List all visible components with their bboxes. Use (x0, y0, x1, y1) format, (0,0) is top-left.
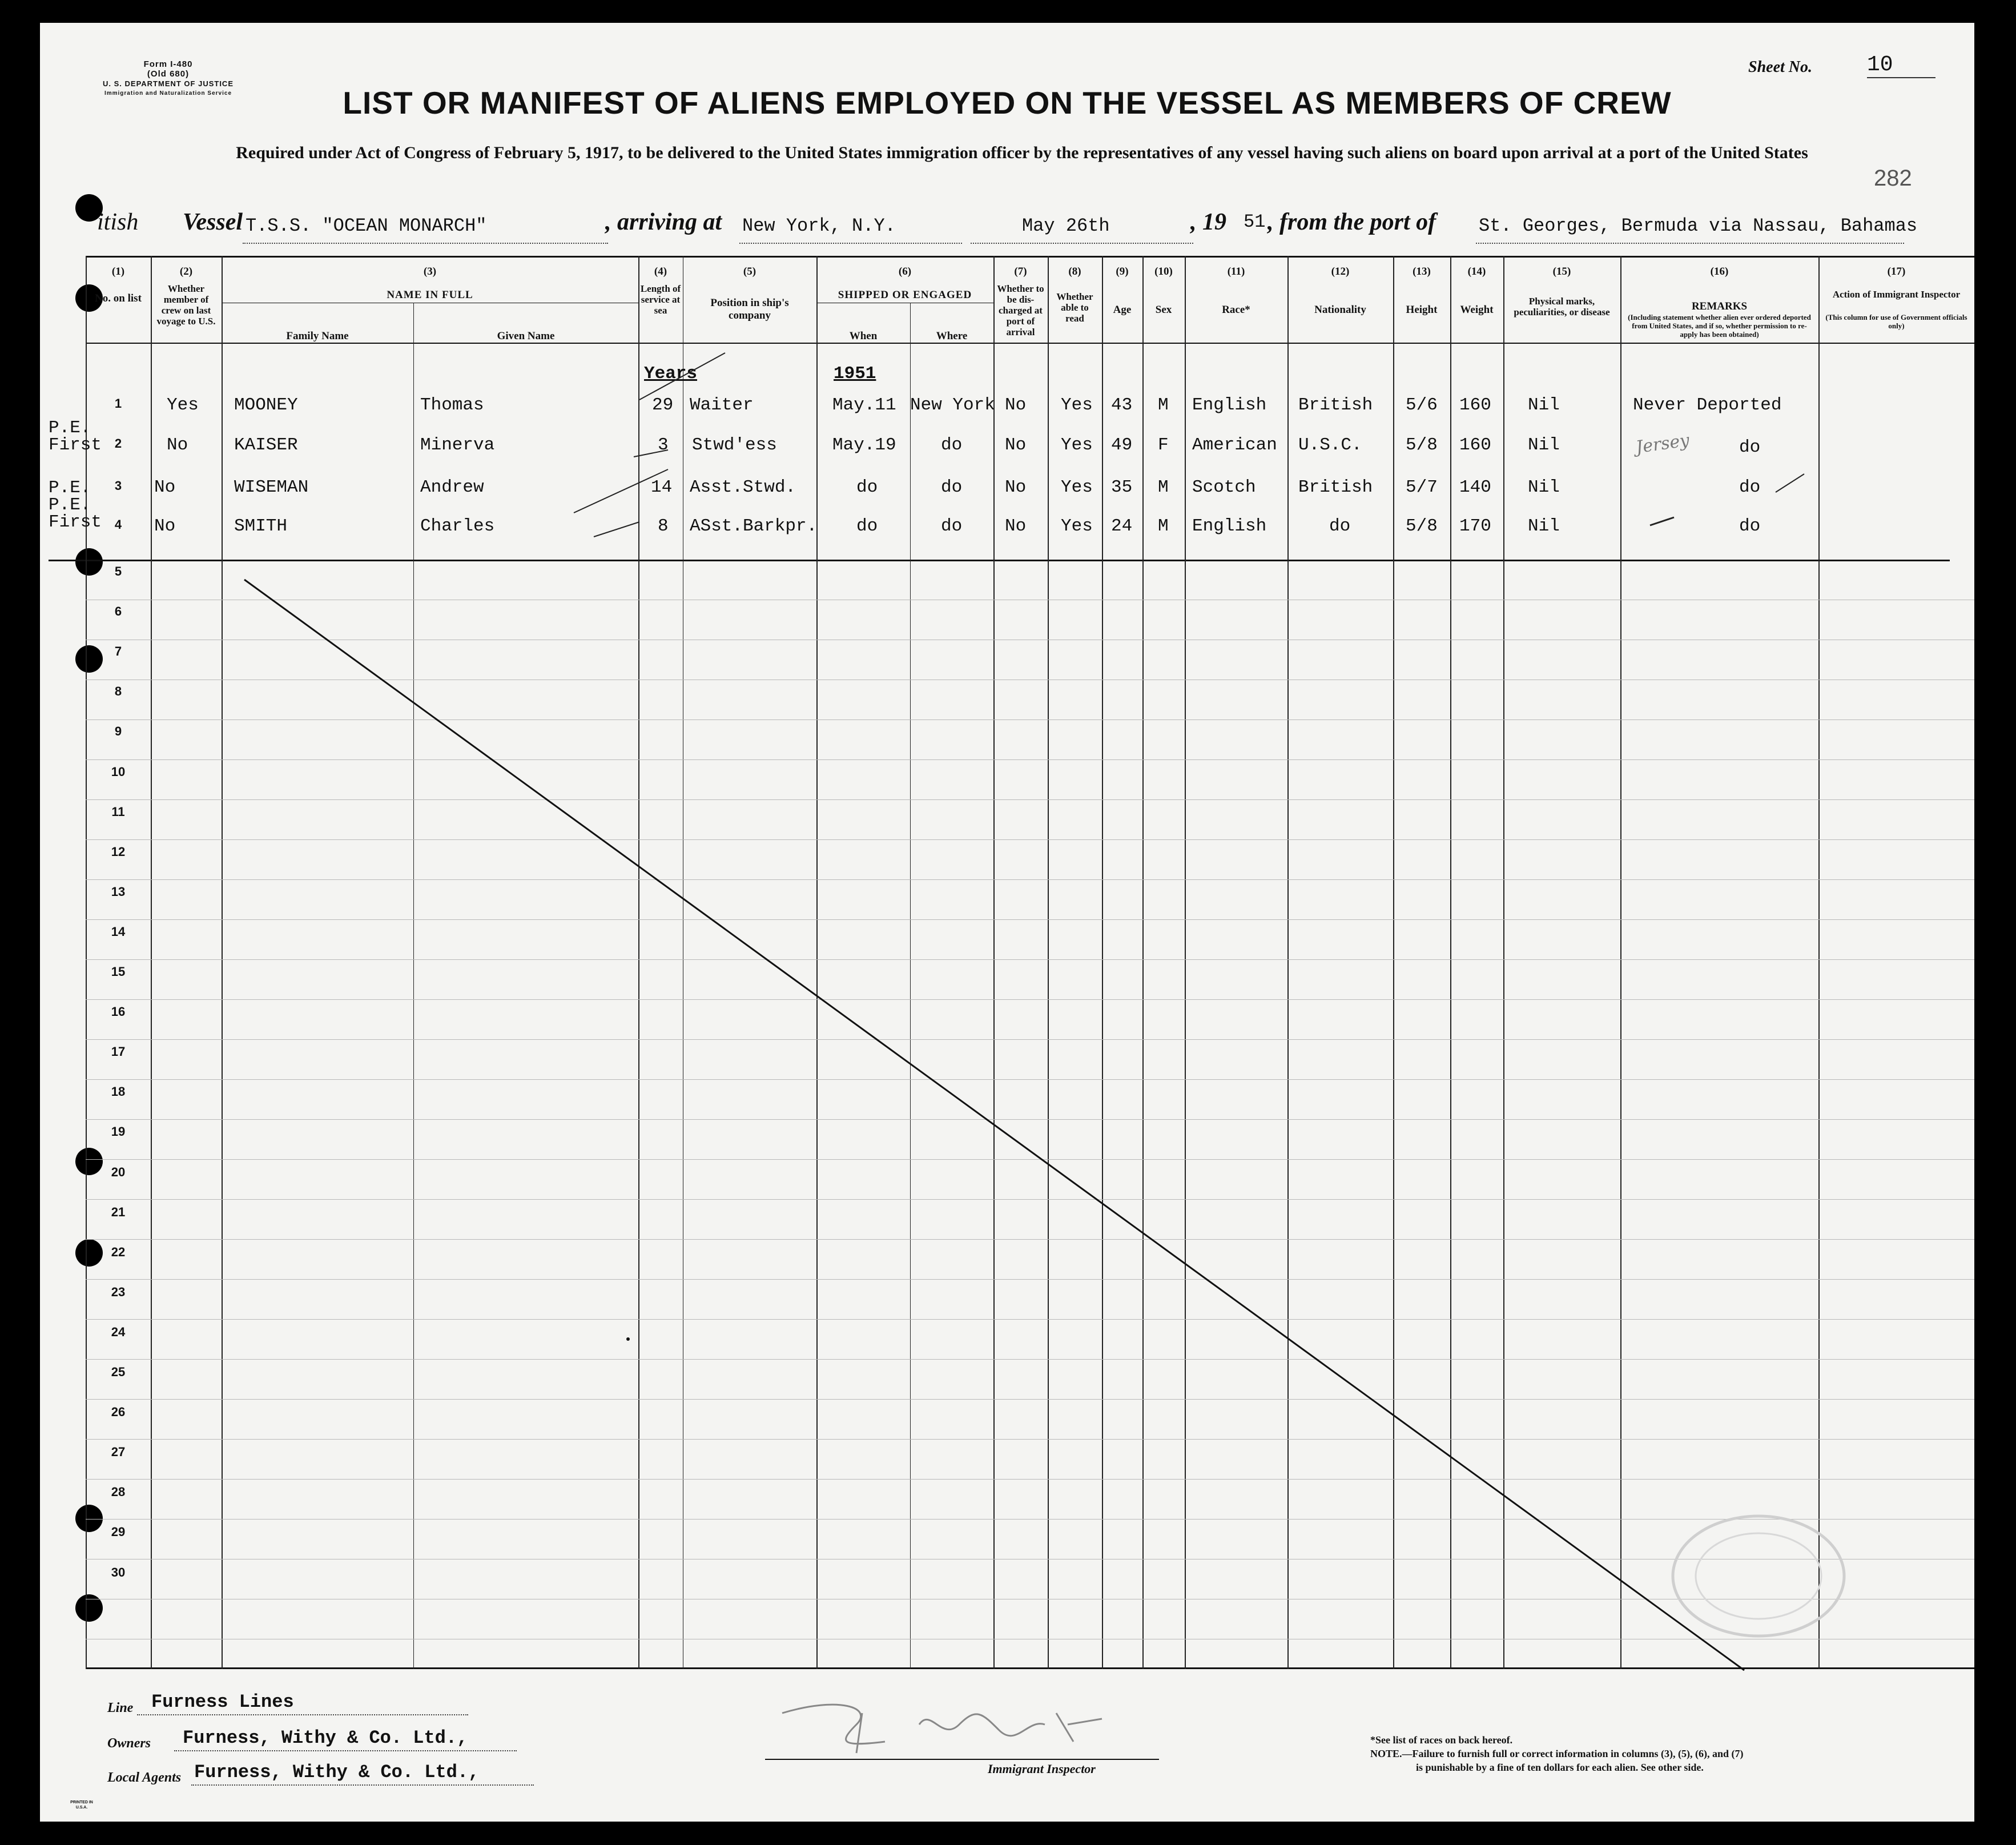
nationality: U.S.C. (1298, 435, 1362, 455)
shipped-where: New York (910, 395, 995, 415)
printed-mark: PRINTED IN U.S.A. (70, 1800, 93, 1810)
discharge: No (1005, 477, 1027, 497)
col6-header: SHIPPED OR ENGAGED (838, 289, 972, 301)
col3-header: NAME IN FULL (387, 289, 473, 301)
shipped-when: do (856, 516, 878, 536)
row-number: 9 (114, 724, 122, 738)
year-subhead: 1951 (834, 364, 876, 384)
row-number: 16 (111, 1004, 126, 1019)
remarks: do (1739, 437, 1761, 457)
prev-voyage: No (154, 477, 176, 497)
row-number: 2 (114, 436, 122, 451)
manifest-sheet (40, 23, 1974, 1822)
row-number: 22 (111, 1245, 126, 1259)
col6-when-header: When (849, 330, 878, 342)
age: 43 (1111, 395, 1133, 415)
row-number: 24 (111, 1325, 126, 1339)
shipped-when: do (856, 477, 878, 497)
from-label: , from the port of (1267, 209, 1436, 235)
given-name: Minerva (420, 435, 495, 455)
row-number: 5 (114, 564, 122, 578)
shipped-where: do (941, 477, 963, 497)
arriving-port: New York, N.Y. (742, 215, 896, 236)
col2-number: (2) (179, 266, 193, 278)
vessel-label: Vessel (183, 209, 243, 235)
col3-given-header: Given Name (497, 330, 555, 342)
physical-marks: Nil (1528, 477, 1560, 497)
margin-note: First (49, 435, 102, 455)
department-name: U. S. DEPARTMENT OF JUSTICE (103, 79, 234, 88)
position: ASst.Barkpr. (690, 516, 818, 536)
able-to-read: Yes (1061, 477, 1093, 497)
race: American (1192, 435, 1277, 455)
shipped-when: May.11 (832, 395, 896, 415)
row-number: 21 (111, 1205, 126, 1219)
sex: M (1158, 477, 1169, 497)
col3-number: (3) (423, 266, 437, 278)
col11-header: Race* (1222, 304, 1250, 316)
row-number: 13 (111, 885, 126, 899)
shipped-when: May.19 (832, 435, 896, 455)
row-number: 10 (111, 765, 126, 779)
col16-number: (16) (1710, 266, 1729, 278)
col4-number: (4) (654, 266, 667, 278)
nationality: do (1329, 516, 1351, 536)
height: 5/7 (1406, 477, 1438, 497)
prev-voyage: Yes (167, 395, 199, 415)
row-number: 6 (114, 604, 122, 618)
year-prefix: , 19 (1190, 209, 1226, 235)
col10-number: (10) (1154, 266, 1173, 278)
col5-header: Position in ship's company (710, 297, 789, 321)
owners-label: Owners (107, 1736, 151, 1751)
row-number: 3 (114, 479, 122, 493)
col2-header: Whether member of crew on last voyage to U.S. (156, 283, 216, 327)
row-number: 29 (111, 1525, 126, 1539)
discharge: No (1005, 516, 1027, 536)
row-number: 27 (111, 1445, 126, 1459)
sex: F (1158, 435, 1169, 455)
races-note: *See list of races on back hereof. (1370, 1734, 1513, 1746)
inspector-signature (771, 1690, 1125, 1759)
col14-header: Weight (1460, 304, 1494, 316)
col14-number: (14) (1467, 266, 1486, 278)
discharge: No (1005, 435, 1027, 455)
row-number: 30 (111, 1565, 126, 1579)
weight: 140 (1459, 477, 1491, 497)
col17-number: (17) (1887, 266, 1906, 278)
sheet-label: Sheet No. (1748, 58, 1812, 76)
col6-where-header: Where (936, 330, 968, 342)
able-to-read: Yes (1061, 395, 1093, 415)
col8-number: (8) (1068, 266, 1081, 278)
family-name: SMITH (234, 516, 288, 536)
from-port: St. Georges, Bermuda via Nassau, Bahamas (1479, 215, 1918, 236)
row-number: 14 (111, 924, 126, 939)
row-number: 11 (111, 805, 125, 819)
physical-marks: Nil (1528, 395, 1560, 415)
col12-number: (12) (1331, 266, 1350, 278)
weight: 160 (1459, 435, 1491, 455)
col7-header: Whether to be dis-charged at port of arrival (997, 283, 1044, 337)
service-years: 29 (652, 395, 674, 415)
col9-number: (9) (1116, 266, 1129, 278)
handwritten-note: Jersey (1635, 430, 1691, 458)
stamp-number: 282 (1874, 166, 1912, 191)
col13-header: Height (1406, 304, 1438, 316)
penalty-note: NOTE.—Failure to furnish full or correct information in columns (3), (5), (6), and (7) (1370, 1748, 1744, 1759)
col17-subheader: (This column for use of Government officials only) (1825, 313, 1967, 330)
shipped-where: do (941, 516, 963, 536)
age: 35 (1111, 477, 1133, 497)
col1-number: (1) (111, 266, 125, 278)
col3-family-header: Family Name (286, 330, 349, 342)
col8-header: Whether able to read (1056, 291, 1093, 324)
row-number: 25 (111, 1365, 126, 1379)
line-value: Furness Lines (151, 1691, 294, 1713)
col4-header: Length of service at sea (640, 283, 681, 316)
prev-voyage: No (167, 435, 188, 455)
height: 5/8 (1406, 435, 1438, 455)
service-name: Immigration and Naturalization Service (104, 90, 232, 97)
discharge: No (1005, 395, 1027, 415)
col15-number: (15) (1552, 266, 1571, 278)
col11-number: (11) (1227, 266, 1245, 278)
row-number: 26 (111, 1405, 126, 1419)
years-subhead: Years (644, 364, 698, 384)
race: English (1192, 395, 1267, 415)
local-agents-label: Local Agents (107, 1770, 182, 1785)
margin-note: First (49, 512, 102, 532)
col9-header: Age (1113, 304, 1132, 316)
service-years: 8 (658, 516, 669, 536)
penalty-note-cont: is punishable by a fine of ten dollars for each alien. See other side. (1416, 1762, 1704, 1773)
row-number: 15 (111, 964, 126, 979)
physical-marks: Nil (1528, 516, 1560, 536)
remarks: Never Deported (1633, 395, 1782, 415)
position: Stwd'ess (692, 435, 777, 455)
remarks: do (1739, 516, 1761, 536)
page-title: LIST OR MANIFEST OF ALIENS EMPLOYED ON THE VESSEL AS MEMBERS OF CREW (343, 85, 1672, 120)
race: English (1192, 516, 1267, 536)
given-name: Charles (420, 516, 495, 536)
row-number: 4 (114, 517, 122, 532)
sex: M (1158, 395, 1169, 415)
row-number: 7 (114, 644, 122, 658)
col16-subheader: (Including statement whether alien ever ordered deported from United States, and if so, whether permission to re-apply has been obtained) (1628, 313, 1811, 339)
height: 5/6 (1406, 395, 1438, 415)
vessel-flag: itish (97, 209, 139, 235)
col5-number: (5) (743, 266, 756, 278)
given-name: Andrew (420, 477, 484, 497)
inspector-label: Immigrant Inspector (988, 1762, 1096, 1776)
family-name: MOONEY (234, 395, 298, 415)
local-agents-value: Furness, Withy & Co. Ltd., (194, 1762, 480, 1783)
row-number: 20 (111, 1165, 126, 1179)
col12-header: Nationality (1314, 304, 1366, 316)
margin-note: P.E. (49, 478, 91, 498)
weight: 160 (1459, 395, 1491, 415)
height: 5/8 (1406, 516, 1438, 536)
col15-header: Physical marks, peculiarities, or disease (1514, 296, 1610, 317)
family-name: WISEMAN (234, 477, 309, 497)
arriving-label: , arriving at (605, 209, 722, 235)
service-years: 3 (658, 435, 669, 455)
family-name: KAISER (234, 435, 298, 455)
given-name: Thomas (420, 395, 484, 415)
year-suffix: 51 (1244, 211, 1266, 232)
row-number: 19 (111, 1124, 126, 1139)
form-number: Form I-480 (143, 59, 193, 69)
owners-value: Furness, Withy & Co. Ltd., (183, 1727, 468, 1748)
row-number: 8 (114, 684, 122, 698)
col17-header: Action of Immigrant Inspector (1832, 289, 1961, 300)
page-subtitle: Required under Act of Congress of February 5, 1917, to be delivered to the United States immigration officer by the representatives of any vessel having such aliens on board upon arrival at a port of the United States (236, 143, 1808, 162)
service-years: 14 (651, 477, 673, 497)
nationality: British (1298, 477, 1373, 497)
col16-header: REMARKS (1691, 300, 1748, 312)
col13-number: (13) (1413, 266, 1431, 278)
vessel-name: T.S.S. "OCEAN MONARCH" (246, 215, 487, 236)
row-number: 1 (114, 396, 122, 411)
row-number: 17 (111, 1044, 126, 1059)
physical-marks: Nil (1528, 435, 1560, 455)
able-to-read: Yes (1061, 516, 1093, 536)
row-number: 23 (111, 1285, 126, 1299)
margin-note: P.E. (49, 495, 91, 515)
prev-voyage: No (154, 516, 176, 536)
margin-note: P.E. (49, 418, 91, 438)
seal-stamp (1661, 1508, 1856, 1645)
row-number: 18 (111, 1084, 126, 1099)
col7-number: (7) (1014, 266, 1027, 278)
sex: M (1158, 516, 1169, 536)
position: Asst.Stwd. (690, 477, 796, 497)
col1-header: No. on list (95, 292, 142, 304)
able-to-read: Yes (1061, 435, 1093, 455)
race: Scotch (1192, 477, 1256, 497)
col10-header: Sex (1155, 304, 1172, 316)
row-number: 28 (111, 1485, 126, 1499)
nationality: British (1298, 395, 1373, 415)
arrival-date: May 26th (1022, 215, 1110, 236)
remarks: do (1739, 477, 1761, 497)
form-old-number: (Old 680) (147, 69, 190, 79)
position: Waiter (690, 395, 754, 415)
weight: 170 (1459, 516, 1491, 536)
line-label: Line (107, 1701, 134, 1715)
age: 49 (1111, 435, 1133, 455)
row-number: 12 (111, 845, 126, 859)
age: 24 (1111, 516, 1133, 536)
sheet-number: 10 (1867, 53, 1935, 78)
shipped-where: do (941, 435, 963, 455)
col6-number: (6) (898, 266, 912, 278)
